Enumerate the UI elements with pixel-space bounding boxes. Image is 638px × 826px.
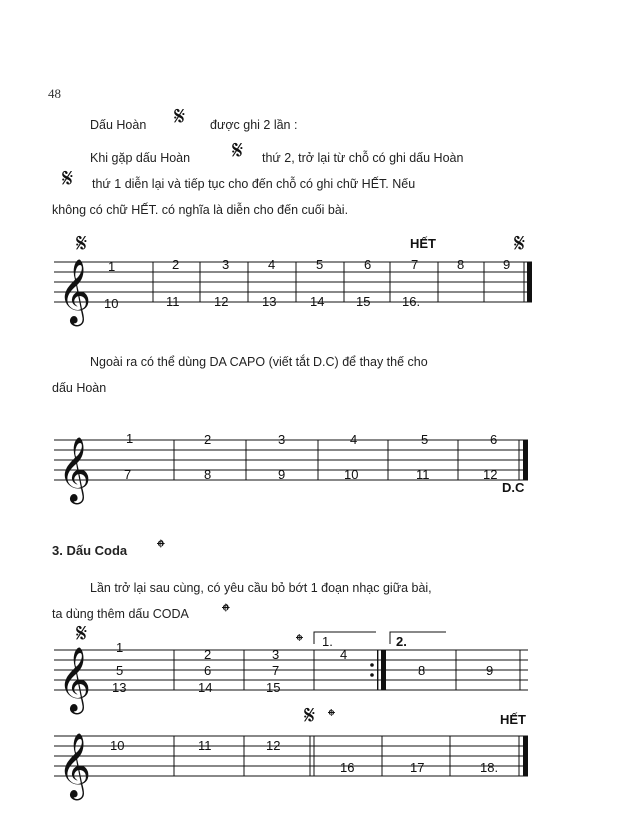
treble-clef-icon: 𝄞 [58, 647, 92, 712]
segno-icon: 𝄋 [76, 229, 88, 259]
top-note-5: 5 [421, 432, 429, 447]
top-note-9: 9 [503, 257, 511, 272]
volta-2-label: 2. [396, 634, 407, 649]
note-18: 18. [480, 760, 499, 775]
end-label-het: HẾT [500, 712, 526, 727]
page-number: 48 [48, 86, 61, 101]
note-6: 6 [204, 663, 212, 678]
note-17: 17 [410, 760, 425, 775]
note-12: 12 [266, 738, 281, 753]
section3-line1: Lần trở lại sau cùng, có yêu cầu bỏ bớt 1 đoạn nhạc giữa bài, [90, 581, 432, 595]
para1-line2-a: Khi gặp dấu Hoàn [90, 151, 191, 165]
note-11: 11 [198, 738, 212, 753]
section3-heading: 3. Dấu Coda [52, 543, 128, 558]
top-note-4: 4 [268, 257, 276, 272]
segno-icon: 𝄋 [232, 136, 244, 166]
para1-line3: thứ 1 diễn lại và tiếp tục cho đến chỗ có ghi chữ HẾT. Nếu [92, 177, 416, 191]
note-2: 2 [204, 647, 212, 662]
note-1: 1 [116, 640, 124, 655]
staff-1 [0, 229, 638, 324]
bottom-note-13: 13 [262, 294, 277, 309]
segno-icon: 𝄋 [514, 229, 526, 259]
para1-line1-a: Dấu Hoàn [90, 118, 147, 132]
top-note-6: 6 [364, 257, 372, 272]
end-label-dc: D.C [502, 480, 525, 495]
segno-icon: 𝄋 [62, 164, 74, 194]
bottom-note-14: 14 [310, 294, 325, 309]
top-note-7: 7 [411, 257, 419, 272]
note-8: 8 [418, 663, 426, 678]
top-note-6: 6 [490, 432, 498, 447]
top-note-1: 1 [126, 431, 134, 446]
top-note-2: 2 [172, 257, 180, 272]
bottom-note-10: 10 [344, 467, 359, 482]
bottom-note-16: 16. [402, 294, 421, 309]
top-note-5: 5 [316, 257, 324, 272]
treble-clef-icon: 𝄞 [58, 733, 92, 798]
bottom-note-15: 15 [356, 294, 371, 309]
note-10: 10 [110, 738, 125, 753]
note-5: 5 [116, 663, 124, 678]
top-note-8: 8 [457, 257, 465, 272]
bottom-note-10: 10 [104, 296, 119, 311]
bottom-note-11: 11 [166, 294, 180, 309]
staff-3 [0, 619, 638, 712]
segno-icon: 𝄋 [304, 701, 316, 731]
coda-icon: 𝄌 [222, 600, 230, 625]
top-note-3: 3 [222, 257, 230, 272]
coda-icon: 𝄌 [328, 704, 335, 728]
staff-4 [0, 701, 638, 798]
coda-icon: 𝄌 [296, 629, 303, 653]
note-4: 4 [340, 647, 348, 662]
bottom-note-11: 11 [416, 467, 430, 482]
para2-line1: Ngoài ra có thể dùng DA CAPO (viết tắt D.C) để thay thế cho [90, 355, 428, 369]
segno-icon: 𝄋 [174, 102, 186, 132]
para1-line2-b: thứ 2, trở lại từ chỗ có ghi dấu Hoàn [262, 151, 464, 165]
staff-2 [0, 412, 638, 502]
note-3: 3 [272, 647, 280, 662]
section3-line2: ta dùng thêm dấu CODA [52, 607, 189, 621]
bottom-note-8: 8 [204, 467, 212, 482]
note-7: 7 [272, 663, 280, 678]
bottom-note-12: 12 [214, 294, 229, 309]
note-14: 14 [198, 680, 213, 695]
treble-clef-icon: 𝄞 [58, 437, 92, 502]
note-13: 13 [112, 680, 127, 695]
bottom-note-7: 7 [124, 467, 132, 482]
para1-line4: không có chữ HẾT. có nghĩa là diễn cho đến cuối bài. [52, 203, 349, 217]
segno-icon: 𝄋 [76, 619, 88, 649]
bottom-note-12: 12 [483, 467, 498, 482]
note-15: 15 [266, 680, 281, 695]
treble-clef-icon: 𝄞 [58, 259, 92, 324]
note-9: 9 [486, 663, 494, 678]
bottom-note-9: 9 [278, 467, 286, 482]
top-note-3: 3 [278, 432, 286, 447]
end-label-het: HẾT [410, 236, 436, 251]
top-note-4: 4 [350, 432, 358, 447]
top-note-2: 2 [204, 432, 212, 447]
top-note-1: 1 [108, 259, 116, 274]
coda-icon: 𝄌 [157, 536, 165, 561]
note-16: 16 [340, 760, 355, 775]
volta-1-label: 1. [322, 634, 333, 649]
para2-line2: dấu Hoàn [52, 381, 107, 395]
para1-line1-b: được ghi 2 lần : [210, 118, 298, 132]
